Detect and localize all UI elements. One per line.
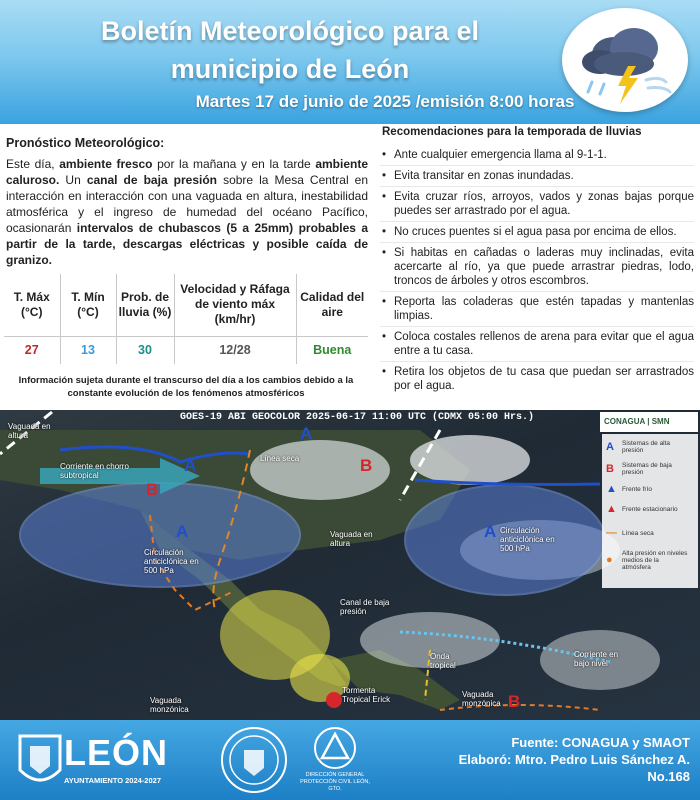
conagua-smn-logo: CONAGUA | SMN xyxy=(600,412,698,432)
title-line-2: municipio de León xyxy=(170,54,410,84)
recommendation-item xyxy=(380,148,694,166)
recommendation-item xyxy=(380,295,694,327)
forecast-title: Pronóstico Meteorológico: xyxy=(6,136,165,150)
high-pressure-letter: A xyxy=(184,456,197,475)
legend-item xyxy=(606,483,696,495)
label-vaguada-altura-2: Vaguada en altura xyxy=(330,530,373,548)
recommendations-section xyxy=(380,124,694,408)
civil-protection-icon xyxy=(310,726,360,770)
recommendations-title: Recomendaciones para la temporada de lluvias xyxy=(382,126,642,138)
recommendation-text: Coloca costales rellenos de arena para evitar que el agua entre a tu casa. xyxy=(394,331,694,357)
bullet: • xyxy=(382,247,387,259)
label-vaguada-monzonica-2: Vaguada monzónica xyxy=(462,690,501,708)
legend-symbol: B xyxy=(606,462,614,475)
legend-symbol: ● xyxy=(606,554,613,566)
header-wind: Velocidad y Ráfaga de viento máx (km/hr) xyxy=(174,274,296,336)
leon-logo-subtext: AYUNTAMIENTO 2024-2027 xyxy=(64,776,161,785)
recommendation-text: Si habitas en cañadas o laderas muy inclinadas, evita acercarte al río, ya que puede arrastrar piedras, lodo, troncos de árboles y otros escombros. xyxy=(394,247,694,287)
legend-item xyxy=(606,503,696,515)
label-circulacion-left: Circulación anticiclónica en 500 hPa xyxy=(144,548,199,575)
recommendation-text: Ante cualquier emergencia llama al 9-1-1. xyxy=(394,149,607,161)
label-tormenta-erick: Tormenta Tropical Erick xyxy=(342,686,391,704)
author-text: Elaboró: Mtro. Pedro Luis Sánchez A. xyxy=(458,752,690,767)
legend-symbol: — xyxy=(606,527,617,539)
label-corriente-bajo-nivel: Corriente en bajo nivel xyxy=(574,650,619,668)
satellite-map xyxy=(0,410,700,720)
label-linea-seca: Línea seca xyxy=(260,454,300,463)
label-corriente-subtropical: Corriente en chorro subtropical xyxy=(60,462,129,480)
low-pressure-letter: B xyxy=(360,456,373,475)
bulletin-date: Martes 17 de junio de 2025 /emisión 8:00 horas xyxy=(195,92,575,111)
legend-item xyxy=(606,440,696,454)
source-text: Fuente: CONAGUA y SMAOT xyxy=(511,735,690,750)
cloud-mass xyxy=(410,435,530,485)
bullet: • xyxy=(382,296,387,308)
value-tmax: 27 xyxy=(4,336,60,364)
footer-credits xyxy=(440,734,690,785)
legend-symbol: ▲ xyxy=(606,503,617,515)
recommendation-item xyxy=(380,190,694,222)
recommendation-item xyxy=(380,225,694,243)
map-legend xyxy=(602,434,698,588)
forecast-section xyxy=(4,130,368,406)
recommendation-text: Reporta las coladeras que estén tapadas y mantenlas limpias. xyxy=(394,296,694,322)
recommendation-text: Retira los objetos de tu casa que puedan ser arrastrados por el agua. xyxy=(394,366,694,392)
disclaimer-note: Información sujeta durante el transcurso del día a los cambios debido a la constante evolución de los fenómenos atmosféricos xyxy=(18,375,354,399)
legend-text: Línea seca xyxy=(622,530,654,537)
storm-cloud-icon xyxy=(562,8,688,112)
label-vaguada-monzonica-1: Vaguada monzónica xyxy=(150,696,189,714)
forecast-text-part: Un xyxy=(59,173,87,187)
bullet: • xyxy=(382,366,387,378)
header-banner xyxy=(0,0,700,124)
label-onda-tropical: Onda tropical xyxy=(430,652,456,670)
legend-item xyxy=(606,550,696,571)
recommendation-item xyxy=(380,169,694,187)
forecast-text xyxy=(4,156,368,268)
label-canal-baja: Canal de baja presión xyxy=(340,598,390,616)
legend-item xyxy=(606,462,696,476)
forecast-bold-channel: canal de baja presión xyxy=(86,173,218,187)
recommendation-text: Evita cruzar ríos, arroyos, vados y zonas bajas porque puedes ser arrastrado por el agua. xyxy=(394,191,694,217)
page-title xyxy=(20,12,560,88)
header-tmin: T. Mín (°C) xyxy=(60,274,116,336)
high-pressure-letter: A xyxy=(300,424,313,443)
leon-crest-icon xyxy=(10,726,70,796)
storm-erick-marker xyxy=(326,692,342,708)
forecast-bold-hot: ambiente caluroso. xyxy=(6,157,368,187)
title-line-1: Boletín Meteorológico para el xyxy=(100,16,480,46)
bulletin-number: No.168 xyxy=(647,769,690,784)
forecast-text-part: sobre la Mesa Central en interacción en interacción con una vaguada en altura, inestabilidad atmosférica y el ingreso de humedad del océano Pacífico, ocasionarán xyxy=(6,173,369,235)
bullet: • xyxy=(382,149,387,161)
recommendation-item xyxy=(380,365,694,396)
legend-text: Alta presión en niveles medios de la atmósfera xyxy=(622,550,688,571)
label-vaguada-altura: Vaguada en altura xyxy=(8,422,51,440)
forecast-bold-showers: intervalos de chubascos (5 a 25mm) probables a partir de la tarde, descargas eléctricas y posible caída de granizo. xyxy=(6,221,368,267)
recommendation-item xyxy=(380,246,694,292)
forecast-text-part: Este día, xyxy=(6,157,60,171)
header-air-quality: Calidad del aire xyxy=(300,289,365,319)
forecast-text-part: por la mañana y en la tarde xyxy=(152,157,316,171)
bullet: • xyxy=(382,331,387,343)
header-tmax: T. Máx (°C) xyxy=(4,274,60,336)
high-pressure-letter: A xyxy=(484,522,497,541)
recommendation-text: Evita transitar en zonas inundadas. xyxy=(394,170,574,182)
metrics-header-row xyxy=(4,274,368,336)
map-header: GOES-19 ABI GEOCOLOR 2025-06-17 11:00 UTC (CDMX 05:00 Hrs.) xyxy=(180,412,535,423)
footer xyxy=(0,720,700,800)
header-rain-prob: Prob. de lluvia (%) xyxy=(116,274,174,336)
forecast-bold-fresh: ambiente fresco xyxy=(59,157,153,171)
legend-symbol: ▲ xyxy=(606,483,617,495)
high-pressure-letter: A xyxy=(176,522,189,541)
low-pressure-letter: B xyxy=(146,480,159,499)
legend-text: Frente estacionario xyxy=(622,506,678,513)
value-air-quality: Buena xyxy=(296,336,368,364)
leon-logo-text: LEÓN xyxy=(64,732,169,773)
value-tmin: 13 xyxy=(60,336,116,364)
legend-item xyxy=(606,527,696,539)
metrics-table xyxy=(4,274,368,364)
civil-protection-text: DIRECCIÓN GENERAL PROTECCIÓN CIVIL LEÓN, GTO. xyxy=(300,772,370,792)
legend-symbol: A xyxy=(606,440,614,453)
bullet: • xyxy=(382,226,387,238)
legend-text: Sistemas de baja presión xyxy=(622,462,672,476)
value-rain-prob: 30 xyxy=(116,336,174,364)
metrics-value-row xyxy=(4,336,368,364)
bullet: • xyxy=(382,170,387,182)
recommendations-list xyxy=(380,148,694,396)
label-circulacion-right: Circulación anticiclónica en 500 hPa xyxy=(500,526,555,553)
low-pressure-letter: B xyxy=(508,692,521,711)
legend-text: Sistemas de alta presión xyxy=(622,440,671,454)
legend-text: Frente frío xyxy=(622,486,652,493)
map-graphics xyxy=(0,410,700,720)
value-wind: 12/28 xyxy=(174,336,296,364)
storm-track-area xyxy=(290,654,350,702)
municipal-seal-icon xyxy=(220,726,288,794)
recommendation-text: No cruces puentes si el agua pasa por encima de ellos. xyxy=(394,226,677,238)
bullet: • xyxy=(382,191,387,203)
recommendation-item xyxy=(380,330,694,362)
